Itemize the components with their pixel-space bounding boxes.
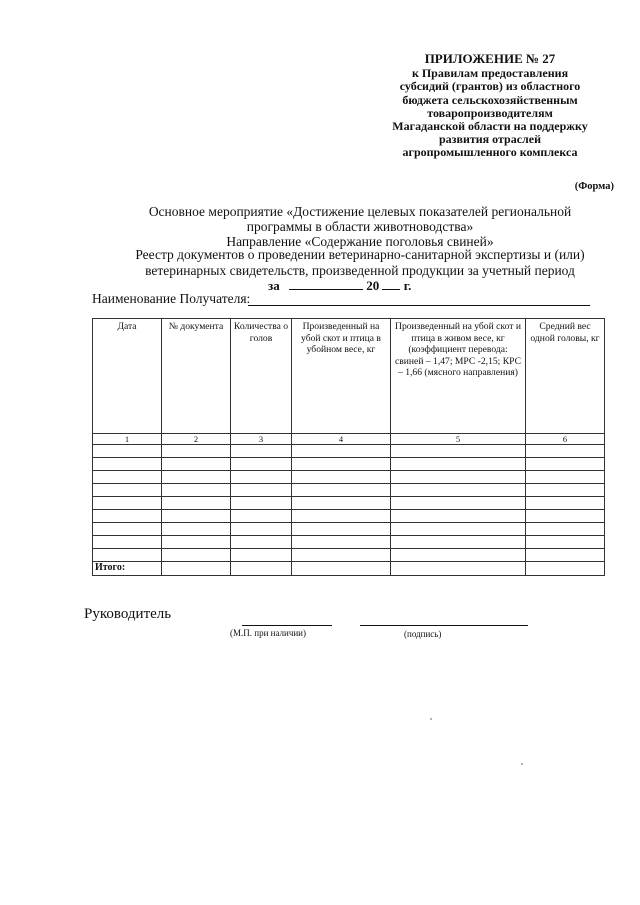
- table-cell[interactable]: [526, 497, 605, 510]
- table-cell[interactable]: [526, 523, 605, 536]
- table-cell[interactable]: [231, 445, 292, 458]
- table-cell[interactable]: [93, 497, 162, 510]
- table-cell[interactable]: [93, 484, 162, 497]
- period-blank[interactable]: [289, 278, 363, 290]
- table-cell[interactable]: [231, 549, 292, 562]
- table-cell[interactable]: [162, 471, 231, 484]
- table-cell[interactable]: [292, 458, 391, 471]
- table-cell[interactable]: [526, 536, 605, 549]
- table-cell[interactable]: [292, 523, 391, 536]
- column-number: 4: [292, 434, 391, 445]
- appendix-line: Магаданской области на поддержку: [392, 119, 588, 134]
- table-cell[interactable]: [162, 536, 231, 549]
- period-year-blank[interactable]: [382, 278, 400, 290]
- table-cell[interactable]: [391, 484, 526, 497]
- appendix-block: [340, 52, 640, 160]
- table-cell[interactable]: [93, 471, 162, 484]
- appendix-line: развития отраслей: [438, 132, 542, 147]
- signature-caption: (подпись): [404, 629, 442, 639]
- table-cell[interactable]: [162, 445, 231, 458]
- column-number: 3: [231, 434, 292, 445]
- table-cell[interactable]: [391, 523, 526, 536]
- table-cell[interactable]: [292, 562, 391, 576]
- table-row: [93, 497, 605, 510]
- table-cell[interactable]: [162, 497, 231, 510]
- column-number: 1: [93, 434, 162, 445]
- title-line-3: Направление «Содержание поголовья свиней»: [226, 234, 494, 249]
- table-cell[interactable]: [526, 562, 605, 576]
- table-cell[interactable]: [391, 562, 526, 576]
- table-cell[interactable]: [93, 536, 162, 549]
- table-cell[interactable]: [292, 497, 391, 510]
- total-label: Итого:: [93, 562, 162, 576]
- table-row: [93, 523, 605, 536]
- table-cell[interactable]: [292, 445, 391, 458]
- table-cell[interactable]: [93, 458, 162, 471]
- form-label: (Форма): [574, 181, 614, 192]
- table-cell[interactable]: [162, 484, 231, 497]
- table-row: [93, 471, 605, 484]
- table-cell[interactable]: [231, 458, 292, 471]
- appendix-line: к Правилам предоставления: [411, 66, 569, 81]
- table-cell[interactable]: [391, 497, 526, 510]
- period-suffix: г.: [403, 278, 412, 293]
- header-doc-number: № документа: [162, 319, 231, 434]
- column-number: 6: [526, 434, 605, 445]
- table-cell[interactable]: [162, 562, 231, 576]
- table-cell[interactable]: [526, 445, 605, 458]
- table-cell[interactable]: [292, 549, 391, 562]
- appendix-line: субсидий (грантов) из областного: [399, 79, 581, 94]
- table-cell[interactable]: [292, 471, 391, 484]
- table-cell[interactable]: [391, 549, 526, 562]
- scan-speck: [521, 763, 523, 765]
- table-row: [93, 536, 605, 549]
- table-cell[interactable]: [231, 562, 292, 576]
- table-cell[interactable]: [391, 471, 526, 484]
- recipient-input-line[interactable]: [248, 305, 590, 306]
- table-cell[interactable]: [162, 549, 231, 562]
- column-number: 2: [162, 434, 231, 445]
- table-cell[interactable]: [391, 445, 526, 458]
- table-cell[interactable]: [526, 458, 605, 471]
- title-line-4: Реестр документов о проведении ветеринарно-санитарной экспертизы и (или): [135, 247, 585, 262]
- table-row: [93, 549, 605, 562]
- table-cell[interactable]: [93, 523, 162, 536]
- title-line-5: ветеринарных свидетельств, произведенной продукции за учетный период: [145, 263, 575, 278]
- total-row: [93, 562, 605, 576]
- header-slaughter-weight: Произведенный на убой скот и птица в убойном весе, кг: [292, 319, 391, 434]
- period-year-prefix: 20: [366, 278, 380, 293]
- header-row: [93, 319, 605, 434]
- table-cell[interactable]: [526, 484, 605, 497]
- table-row: [93, 510, 605, 523]
- appendix-line: товаропроизводителям: [427, 105, 553, 120]
- table-cell[interactable]: [162, 523, 231, 536]
- table-cell[interactable]: [231, 497, 292, 510]
- table-cell[interactable]: [391, 458, 526, 471]
- period-prefix: за: [268, 278, 280, 293]
- appendix-number: ПРИЛОЖЕНИЕ № 27: [424, 51, 556, 66]
- stamp-line[interactable]: [242, 625, 332, 626]
- table-cell[interactable]: [231, 471, 292, 484]
- title-line-2: программы в области животноводства»: [246, 219, 474, 234]
- table-cell[interactable]: [526, 510, 605, 523]
- table-cell[interactable]: [391, 536, 526, 549]
- head-label: Руководитель: [84, 606, 172, 622]
- table-cell[interactable]: [231, 510, 292, 523]
- table-cell[interactable]: [231, 536, 292, 549]
- table-cell[interactable]: [292, 510, 391, 523]
- table-cell[interactable]: [231, 484, 292, 497]
- stamp-caption: (М.П. при наличии): [230, 628, 306, 638]
- title-line-1: Основное мероприятие «Достижение целевых показателей региональной: [148, 204, 572, 219]
- header-head-count: Количества о голов: [231, 319, 292, 434]
- table-cell[interactable]: [162, 458, 231, 471]
- table-cell[interactable]: [292, 484, 391, 497]
- scan-speck: [430, 718, 432, 720]
- table-cell[interactable]: [162, 510, 231, 523]
- column-number-row: [93, 434, 605, 445]
- column-number: 5: [391, 434, 526, 445]
- table-cell[interactable]: [526, 471, 605, 484]
- table-row: [93, 484, 605, 497]
- table-cell[interactable]: [391, 510, 526, 523]
- table-cell[interactable]: [93, 445, 162, 458]
- recipient-label: Наименование Получателя:: [92, 291, 251, 306]
- appendix-line: агропромышленного комплекса: [402, 145, 578, 160]
- table-cell[interactable]: [231, 523, 292, 536]
- table-cell[interactable]: [93, 549, 162, 562]
- table-cell[interactable]: [526, 549, 605, 562]
- registry-table: [92, 318, 605, 576]
- table-row: [93, 445, 605, 458]
- header-live-weight: Произведенный на убой скот и птица в живом весе, кг (коэффициент перевода: свиней – 1,47; МРС -2,15; КРС – 1,66 (мясного направления): [391, 319, 526, 434]
- table-row: [93, 458, 605, 471]
- appendix-line: бюджета сельскохозяйственным: [402, 92, 578, 107]
- header-date: Дата: [93, 319, 162, 434]
- header-avg-weight: Средний вес одной головы, кг: [526, 319, 605, 434]
- signature-line[interactable]: [360, 625, 528, 626]
- table-cell[interactable]: [93, 510, 162, 523]
- table-cell[interactable]: [292, 536, 391, 549]
- reporting-period: [268, 278, 411, 294]
